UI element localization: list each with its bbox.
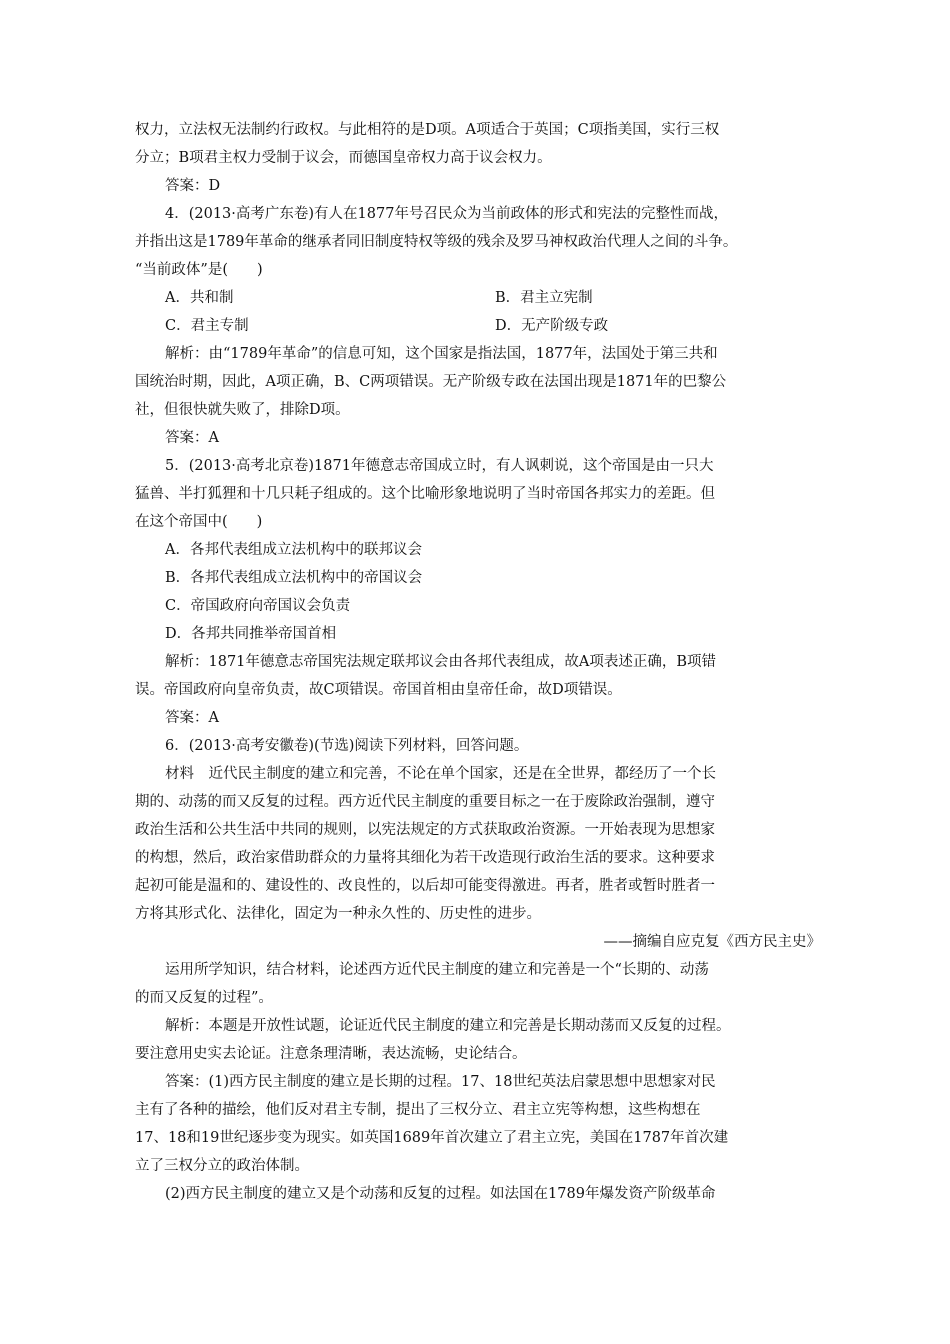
text-line: 分立；B项君主权力受制于议会，而德国皇帝权力高于议会权力。 <box>135 150 552 166</box>
option-a: A．各邦代表组成立法机构中的联邦议会 <box>165 542 422 558</box>
analysis-line: 解析：1871年德意志帝国宪法规定联邦议会由各邦代表组成，故A项表述正确，B项错 <box>165 654 717 670</box>
question-5-stem: 5．(2013·高考北京卷)1871年德意志帝国成立时，有人讽刺说，这个帝国是由一只大 <box>165 458 714 474</box>
text-line: 政治生活和公共生活中共同的规则，以宪法规定的方式获取政治资源。一开始表现为思想家 <box>135 822 715 838</box>
text-line: 的构想，然后，政治家借助群众的力量将其细化为若干改造现行政治生活的要求。这种要求 <box>135 850 715 866</box>
text-line: 社，但很快就失败了，排除D项。 <box>135 402 350 418</box>
text-line: 权力，立法权无法制约行政权。与此相符的是D项。A项适合于英国；C项指美国，实行三权 <box>135 122 720 138</box>
option-d: D．各邦共同推举帝国首相 <box>165 626 337 642</box>
question-4-stem: 4．(2013·高考广东卷)有人在1877年号召民众为当前政体的形式和宪法的完整性而战， <box>165 206 728 222</box>
analysis-line: 解析：由“1789年革命”的信息可知，这个国家是指法国，1877年，法国处于第三共和 <box>165 346 718 362</box>
text-line: 在这个帝国中( ) <box>135 514 263 530</box>
question-prompt: 运用所学知识，结合材料，论述西方近代民主制度的建立和完善是一个“长期的、动荡 <box>165 962 709 978</box>
question-4-options-row-2 <box>135 312 825 340</box>
answer-line: 答案：(1)西方民主制度的建立是长期的过程。17、18世纪英法启蒙思想中思想家对民 <box>165 1074 716 1090</box>
text-line: 17、18和19世纪逐步变为现实。如英国1689年首次建立了君主立宪，美国在1787年首次建 <box>135 1130 729 1146</box>
option-d: D．无产阶级专政 <box>495 318 609 334</box>
question-4-options-row-1 <box>135 284 825 312</box>
text-line: “当前政体”是( ) <box>135 262 263 278</box>
text-line: 国统治时期，因此，A项正确，B、C两项错误。无产阶级专政在法国出现是1871年的巴黎公 <box>135 374 727 390</box>
option-a: A．共和制 <box>165 290 234 306</box>
analysis-line: 解析：本题是开放性试题，论证近代民主制度的建立和完善是长期动荡而又反复的过程。 <box>165 1018 731 1034</box>
material-line: 材料 近代民主制度的建立和完善，不论在单个国家，还是在全世界，都经历了一个长 <box>165 766 716 782</box>
text-line: 并指出这是1789年革命的继承者同旧制度特权等级的残余及罗马神权政治代理人之间的斗争。 <box>135 234 738 250</box>
answer-line: 答案：A <box>165 430 219 446</box>
text-line: 猛兽、半打狐狸和十几只耗子组成的。这个比喻形象地说明了当时帝国各邦实力的差距。但 <box>135 486 715 502</box>
text-line: 期的、动荡的而又反复的过程。西方近代民主制度的重要目标之一在于废除政治强制，遵守 <box>135 794 715 810</box>
question-6-stem: 6．(2013·高考安徽卷)(节选)阅读下列材料，回答问题。 <box>165 738 529 754</box>
text-line: 误。帝国政府向皇帝负责，故C项错误。帝国首相由皇帝任命，故D项错误。 <box>135 682 622 698</box>
document-page <box>135 116 825 1208</box>
option-c: C．君主专制 <box>165 318 249 334</box>
option-c: C．帝国政府向帝国议会负责 <box>165 598 351 614</box>
answer-line: 答案：D <box>165 178 221 194</box>
option-b: B．君主立宪制 <box>495 290 593 306</box>
text-line: 主有了各种的描绘，他们反对君主专制，提出了三权分立、君主立宪等构想，这些构想在 <box>135 1102 701 1118</box>
source-citation: ——摘编自应克复《西方民主史》 <box>603 934 821 950</box>
text-line: 立了三权分立的政治体制。 <box>135 1158 309 1174</box>
text-line: 要注意用史实去论证。注意条理清晰，表达流畅，史论结合。 <box>135 1046 527 1062</box>
answer-line: 答案：A <box>165 710 219 726</box>
option-b: B．各邦代表组成立法机构中的帝国议会 <box>165 570 423 586</box>
answer-line: (2)西方民主制度的建立又是个动荡和反复的过程。如法国在1789年爆发资产阶级革命 <box>165 1186 716 1202</box>
text-line: 的而又反复的过程”。 <box>135 990 273 1006</box>
text-line: 方将其形式化、法律化，固定为一种永久性的、历史性的进步。 <box>135 906 541 922</box>
text-line: 起初可能是温和的、建设性的、改良性的，以后却可能变得激进。再者，胜者或暂时胜者一 <box>135 878 715 894</box>
